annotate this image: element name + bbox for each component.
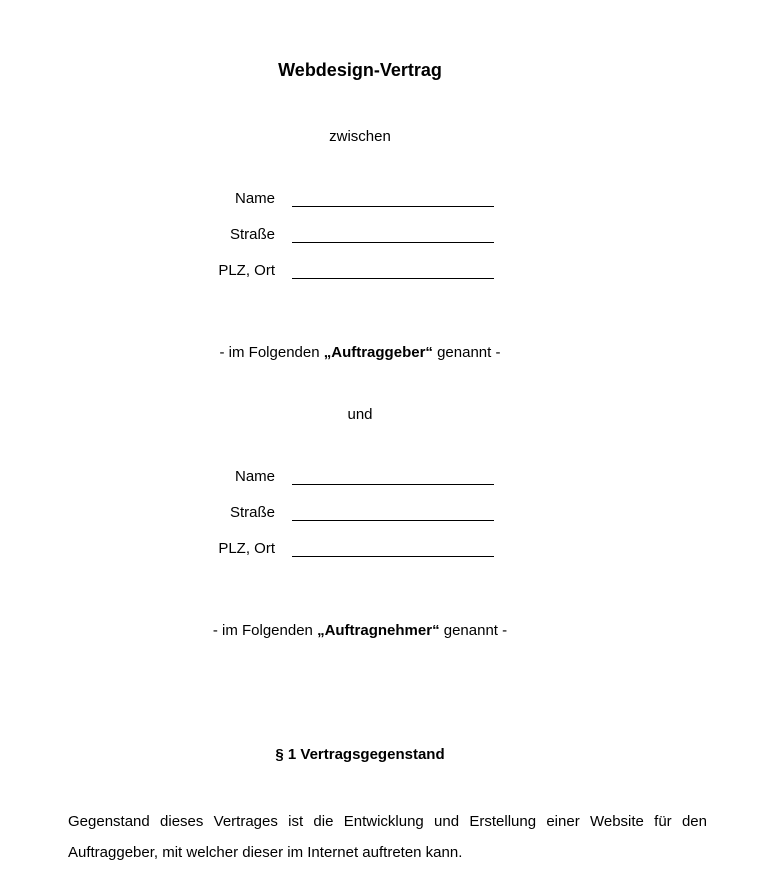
party1-name-line	[292, 206, 494, 207]
party1-designation	[0, 344, 720, 361]
section1-paragraph: Gegenstand dieses Vertrages ist die Entwicklung und Erstellung einer Website für den Auftraggeber, mit welcher dieser im Internet auftreten kann.	[68, 813, 707, 861]
section1-heading: § 1 Vertragsgegenstand	[275, 746, 445, 763]
party1-city-line	[292, 278, 494, 279]
party1-designation-suffix: genannt -	[432, 344, 501, 361]
party1-city-label: PLZ, Ort	[218, 262, 275, 279]
and-text: und	[347, 406, 373, 423]
party1-designation-term: „Auftraggeber“	[323, 344, 433, 361]
party2-name-line	[292, 484, 494, 485]
between-text: zwischen	[329, 128, 391, 145]
party2-designation	[0, 622, 720, 639]
party2-city-label: PLZ, Ort	[218, 540, 275, 557]
party1-name-label: Name	[234, 190, 275, 207]
party2-name-label: Name	[234, 468, 275, 485]
party2-designation-suffix: genannt -	[439, 622, 508, 639]
party2-designation-prefix: - im Folgenden	[212, 622, 318, 639]
party2-street-line	[292, 520, 494, 521]
party1-designation-prefix: - im Folgenden	[219, 344, 324, 361]
party2-street-label: Straße	[229, 504, 275, 521]
party2-city-line	[292, 556, 494, 557]
party2-designation-term: „Auftragnehmer“	[317, 622, 440, 639]
document-title: Webdesign-Vertrag	[278, 60, 442, 80]
party1-street-line	[292, 242, 494, 243]
party1-street-label: Straße	[229, 226, 275, 243]
